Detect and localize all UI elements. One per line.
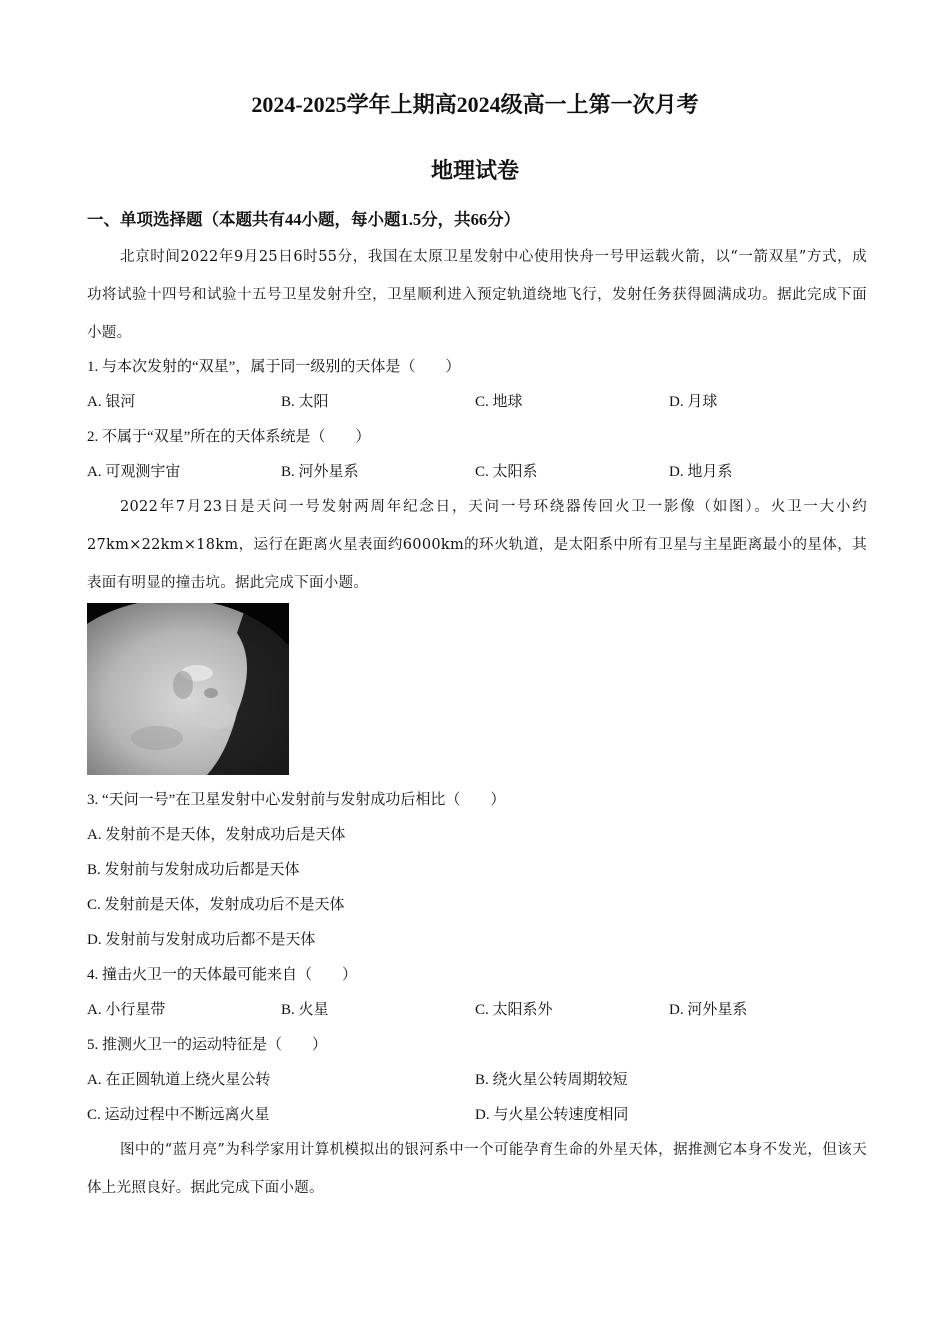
question-1-option-a: A. 银河 <box>87 394 136 410</box>
question-1-option-b: B. 太阳 <box>281 394 329 410</box>
mars-figure <box>87 603 289 775</box>
question-3-option-b: B. 发射前与发射成功后都是天体 <box>87 862 300 878</box>
question-5-stem: 5. 推测火卫一的运动特征是（ ） <box>87 1037 328 1053</box>
passage-3: 图中的“蓝月亮”为科学家用计算机模拟出的银河系中一个可能孕育生命的外星天体，据推测它本身不发光，但该天体上光照良好。据此完成下面小题。 <box>87 1142 867 1196</box>
question-4-option-d: D. 河外星系 <box>669 1002 748 1018</box>
question-4-stem: 4. 撞击火卫一的天体最可能来自（ ） <box>87 967 358 983</box>
question-2-option-d: D. 地月系 <box>669 464 733 480</box>
question-2-option-a: A. 可观测宇宙 <box>87 464 181 480</box>
question-5-option-a: A. 在正圆轨道上绕火星公转 <box>87 1072 271 1088</box>
exam-title: 2024-2025学年上期高2024级高一上第一次月考 <box>251 92 699 117</box>
question-3-option-a: A. 发射前不是天体，发射成功后是天体 <box>87 827 346 843</box>
question-5-option-b: B. 绕火星公转周期较短 <box>475 1072 628 1088</box>
question-4-option-b: B. 火星 <box>281 1002 329 1018</box>
question-4-option-a: A. 小行星带 <box>87 1002 166 1018</box>
question-3-option-d: D. 发射前与发射成功后都不是天体 <box>87 932 316 948</box>
question-3-stem: 3. “天问一号”在卫星发射中心发射前与发射成功后相比（ ） <box>87 792 506 808</box>
passage-2: 2022年7月23日是天问一号发射两周年纪念日，天问一号环绕器传回火卫一影像（如图）。火卫一大小约27km×22km×18km，运行在距离火星表面约6000km的环火轨道，是太阳系中所有卫星与主星距离最小的星体，其表面有明显的撞击坑。据此完成下面小题。 <box>87 499 867 591</box>
question-2-option-c: C. 太阳系 <box>475 464 538 480</box>
question-1-option-d: D. 月球 <box>669 394 718 410</box>
question-1-option-c: C. 地球 <box>475 394 523 410</box>
question-4-option-c: C. 太阳系外 <box>475 1002 553 1018</box>
exam-subtitle: 地理试卷 <box>430 158 519 183</box>
question-5-option-d: D. 与火星公转速度相同 <box>475 1107 629 1123</box>
question-1-stem: 1. 与本次发射的“双星”，属于同一级别的天体是（ ） <box>87 359 461 375</box>
section-heading: 一、单项选择题（本题共有44小题，每小题1.5分，共66分） <box>87 210 521 229</box>
question-5-option-c: C. 运动过程中不断远离火星 <box>87 1107 270 1123</box>
passage-1: 北京时间2022年9月25日6时55分，我国在太原卫星发射中心使用快舟一号甲运载火箭，以“一箭双星”方式，成功将试验十四号和试验十五号卫星发射升空，卫星顺利进入预定轨道绕地飞行，发射任务获得圆满成功。据此完成下面小题。 <box>87 249 867 341</box>
planet-photo-icon <box>87 603 289 775</box>
question-3-option-c: C. 发射前是天体，发射成功后不是天体 <box>87 897 345 913</box>
question-2-stem: 2. 不属于“双星”所在的天体系统是（ ） <box>87 429 371 445</box>
question-2-option-b: B. 河外星系 <box>281 464 359 480</box>
